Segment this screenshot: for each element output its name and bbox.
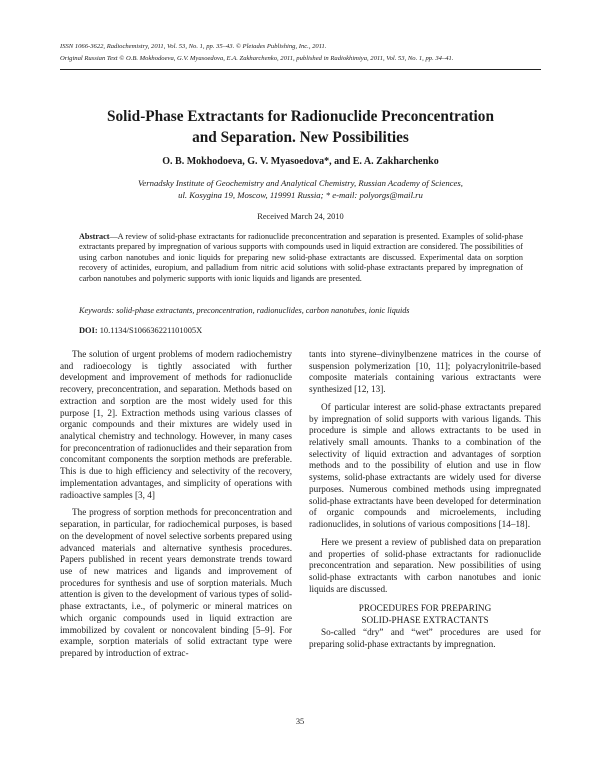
journal-citation: ISSN 1066-3622, Radiochemistry, 2011, Vol. 53, No. 1, pp. 35–43. © Pleiades Publishing, Inc., 2011. — [60, 43, 327, 50]
paragraph: The solution of urgent problems of modern radiochemistry and radioecology is tightly associated with further development and improvement of methods for radionuclide recovery, preconcentration, and separation. Methods based on extraction and sorption are the most widely used for this purpose [1, 2]. Extraction methods using various classes of organic compounds and their mixtures are widely used in analytical chemistry and technology. However, in many cases for preconcentration of radionuclides and their separation from concomitant components the sorption methods are preferable. This is due to high efficiency and selectivity of the recovery, implementation advantages, and simplicity of operations with radioactive samples [3, 4] — [60, 349, 292, 500]
doi — [79, 325, 202, 336]
header-rule — [60, 69, 541, 70]
section-heading — [309, 603, 541, 626]
abstract-label: Abstract — [79, 232, 110, 241]
affiliation — [60, 177, 541, 202]
affiliation-line-2: ul. Kosygina 19, Moscow, 119991 Russia; * e-mail: polyorgs@mail.ru — [178, 190, 423, 201]
body-column-right — [309, 349, 541, 650]
affiliation-line-1: Vernadsky Institute of Geochemistry and Analytical Chemistry, Russian Academy of Sciences, — [138, 178, 463, 188]
page-number: 35 — [295, 717, 305, 726]
abstract-text: —A review of solid-phase extractants for radionuclide preconcentration and separation is presented. Examples of solid-phase extractants prepared by impregnation of various supports with compounds used in liquid extraction are considered. The possibilities of using carbon nanotubes and ionic liquids for preparing new solid-phase extractants are discussed. Experimental data on sorption recovery of actinides, europium, and palladium from nitric acid solutions with solid-phase extractants prepared by impregnation of carbon nanotubes and polymeric supports with ionic liquids and ligands are presented. — [79, 232, 523, 283]
received-date: Received March 24, 2010 — [257, 212, 344, 221]
paragraph: tants into styrene–divinylbenzene matrices in the course of suspension polymerization [10, 11]; polyacrylonitrile-based composite materials containing various extractants were synthesized [12, 13]. — [309, 349, 541, 395]
title-line-2: and Separation. New Possibilities — [192, 129, 409, 146]
article-title — [60, 106, 541, 148]
paragraph: Of particular interest are solid-phase extractants prepared by impregnation of solid supports with various ligands. This procedure is simple and allows extractants to be used in relatively small amounts. Thanks to a combination of the selectivity of liquid extraction and advantages of sorption methods and to the possibility of elution and use in flow systems, solid-phase extractants are widely used for diverse purposes. Numerous combined methods using impregnated solid-phase extractants have been developed for determination of organic compounds and microelements, including radionuclides, in solutions of various compositions [14–18]. — [309, 401, 541, 530]
authors: O. B. Mokhodoeva, G. V. Myasoedova*, and E. A. Zakharchenko — [162, 156, 439, 167]
paragraph: So-called “dry” and “wet” procedures are used for preparing solid-phase extractants by impregnation. — [309, 626, 541, 649]
doi-label: DOI: — [79, 326, 98, 335]
paragraph: Here we present a review of published data on preparation and properties of solid-phase extractants for radionuclide preconcentration and separation. New possibilities of using solid-phase extractants with carbon nanotubes and ionic liquids are discussed. — [309, 536, 541, 594]
title-line-1: Solid-Phase Extractants for Radionuclide Preconcentration — [107, 108, 494, 125]
body-column-left — [60, 349, 292, 660]
doi-value: 10.1134/S106636221101005X — [99, 326, 203, 335]
original-text-citation: Original Russian Text © O.B. Mokhodoeva, G.V. Myasoedova, E.A. Zakharchenko, 2011, published in Radiokhimiya, 2011, Vol. 53, No. 1, pp. 34–41. — [60, 55, 454, 62]
paragraph: The progress of sorption methods for preconcentration and separation, in particular, for radiochemical purposes, is based on the development of novel selective sorbents prepared using advanced materials and alternative synthesis procedures. Papers published in recent years demonstrate trends toward use of new matrices and ligands and improvement of procedures for synthesis and use of sorption materials. Much attention is given to the development of various types of solid-phase extractants, i.e., of polymeric or mineral matrices on which organic compounds used in liquid extraction are immobilized by covalent or noncovalent binding [5–9]. For example, sorption materials of solid extractant type were prepared by introduction of extrac- — [60, 507, 292, 658]
keywords: Keywords: solid-phase extractants, preconcentration, radionuclides, carbon nanotubes, ionic liquids — [79, 306, 410, 315]
abstract — [79, 232, 523, 284]
section-heading-line-1: PROCEDURES FOR PREPARING — [358, 603, 492, 614]
section-heading-line-2: SOLID-PHASE EXTRACTANTS — [361, 615, 489, 626]
